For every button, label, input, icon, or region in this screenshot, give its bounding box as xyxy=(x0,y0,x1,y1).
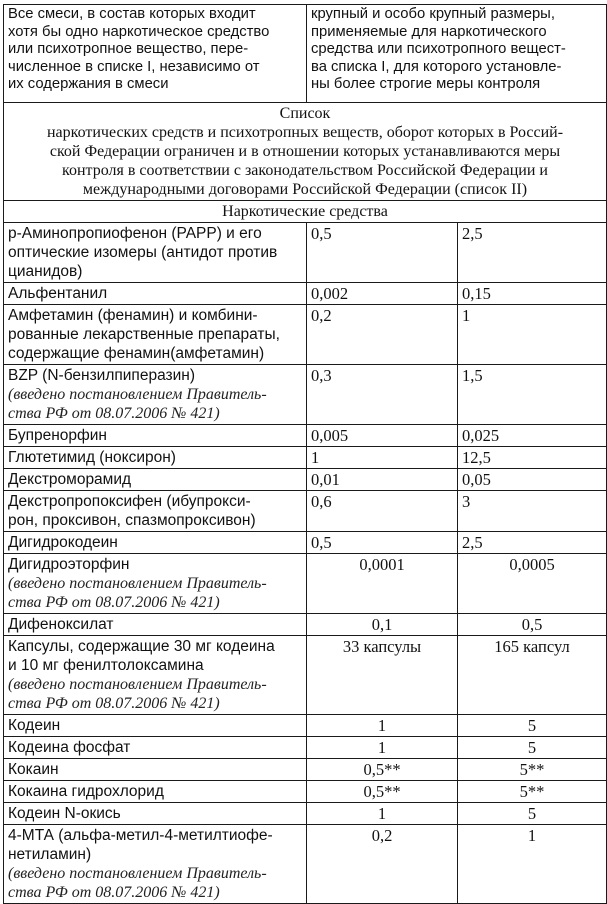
substance-name-cell xyxy=(4,781,307,803)
substance-name-line: Декстропропоксифен (ибупрокси- xyxy=(8,493,251,510)
table-row xyxy=(4,737,607,759)
substance-name-line: BZP (N-бензилпиперазин) xyxy=(8,367,195,384)
narcotics-table xyxy=(3,4,607,904)
large-amount-cell: 1 xyxy=(307,737,458,759)
large-amount-cell: 0,005 xyxy=(307,425,458,447)
list-heading-line: контроля в соответствии с законодательством Российской Федерации и xyxy=(62,162,548,179)
substance-name-line: рованные лекарственные препараты, xyxy=(8,326,280,343)
large-amount-cell: 0,2 xyxy=(307,305,458,365)
section-heading: Наркотические средства xyxy=(4,201,607,223)
list-heading-line: наркотических средств и психотропных веществ, оборот которых в Россий- xyxy=(46,124,564,141)
table-row xyxy=(4,715,607,737)
substance-name-cell xyxy=(4,447,307,469)
top-right-cell xyxy=(307,5,607,103)
section-heading-row xyxy=(4,201,607,223)
amendment-note-line: ства РФ от 08.07.2006 № 421) xyxy=(8,884,220,901)
substance-name-cell xyxy=(4,223,307,283)
amendment-note-line: ства РФ от 08.07.2006 № 421) xyxy=(8,405,220,422)
table-row xyxy=(4,425,607,447)
top-left-line: Все смеси, в состав которых входит xyxy=(8,6,256,22)
substance-name-line: Капсулы, содержащие 30 мг кодеина xyxy=(8,638,275,655)
substance-name-cell xyxy=(4,737,307,759)
substance-name-cell xyxy=(4,636,307,715)
substance-name-line: Кодеин N-окись xyxy=(8,805,121,822)
large-amount-cell: 0,5** xyxy=(307,781,458,803)
table-row xyxy=(4,365,607,425)
substance-name-line: Амфетамин (фенамин) и комбини- xyxy=(8,307,258,324)
extra-large-amount-cell: 165 капсул xyxy=(458,636,607,715)
substance-name-cell xyxy=(4,715,307,737)
table-body xyxy=(4,5,607,904)
substance-name-line: Альфентанил xyxy=(8,285,108,302)
large-amount-cell: 0,5 xyxy=(307,532,458,554)
substance-name-line: Кодеин xyxy=(8,717,61,734)
top-left-line: их содержания в смеси xyxy=(8,76,169,92)
substance-name-line: содержащие фенамин(амфетамин) xyxy=(8,345,265,362)
substance-name-line: 4-МТА (альфа-метил-4-метилтиофе- xyxy=(8,827,273,844)
large-amount-cell: 0,2 xyxy=(307,825,458,904)
top-right-line: ны более строгие меры контроля xyxy=(311,76,541,92)
substance-name-cell xyxy=(4,759,307,781)
large-amount-cell: 0,002 xyxy=(307,283,458,305)
extra-large-amount-cell: 0,15 xyxy=(458,283,607,305)
table-row xyxy=(4,636,607,715)
amendment-note-line: (введено постановлением Правитель- xyxy=(8,676,267,693)
substance-name-line: Кокаина гидрохлорид xyxy=(8,783,164,800)
substance-name-line: Дигидроэторфин xyxy=(8,556,130,573)
substance-name-line: Дигидрокодеин xyxy=(8,534,118,551)
large-amount-cell: 1 xyxy=(307,715,458,737)
substance-name-cell xyxy=(4,532,307,554)
large-amount-cell: 0,5 xyxy=(307,223,458,283)
extra-large-amount-cell: 1 xyxy=(458,825,607,904)
table-row xyxy=(4,825,607,904)
substance-name-line: рон, проксивон, спазмопроксивон) xyxy=(8,512,256,529)
extra-large-amount-cell: 0,5 xyxy=(458,614,607,636)
top-left-line: или психотропное вещество, пере- xyxy=(8,41,249,57)
substance-name-cell xyxy=(4,614,307,636)
substance-name-cell xyxy=(4,365,307,425)
large-amount-cell: 0,3 xyxy=(307,365,458,425)
list-heading-row xyxy=(4,103,607,201)
extra-large-amount-cell: 2,5 xyxy=(458,223,607,283)
table-row xyxy=(4,305,607,365)
amendment-note-line: (введено постановлением Правитель- xyxy=(8,575,267,592)
table-row xyxy=(4,781,607,803)
table-row xyxy=(4,491,607,532)
top-right-line: крупный и особо крупный размеры, xyxy=(311,6,555,22)
large-amount-cell: 0,0001 xyxy=(307,554,458,614)
substance-name-cell xyxy=(4,283,307,305)
list-heading-line: ской Федерации ограничен и в отношении которых устанавливаются меры xyxy=(49,143,561,160)
extra-large-amount-cell: 1 xyxy=(458,305,607,365)
extra-large-amount-cell: 5** xyxy=(458,781,607,803)
amendment-note-line: (введено постановлением Правитель- xyxy=(8,865,267,882)
extra-large-amount-cell: 5 xyxy=(458,715,607,737)
substance-name-cell xyxy=(4,425,307,447)
top-left-line: численное в списке I, независимо от xyxy=(8,58,260,75)
extra-large-amount-cell: 1,5 xyxy=(458,365,607,425)
top-right-line: средства или психотропного вещест- xyxy=(311,41,566,57)
amendment-note-line: (введено постановлением Правитель- xyxy=(8,386,267,403)
large-amount-cell: 0,6 xyxy=(307,491,458,532)
substance-name-line: Глютетимид (ноксирон) xyxy=(8,449,176,466)
large-amount-cell: 0,01 xyxy=(307,469,458,491)
substance-name-line: цианидов) xyxy=(8,263,83,280)
extra-large-amount-cell: 12,5 xyxy=(458,447,607,469)
extra-large-amount-cell: 0,025 xyxy=(458,425,607,447)
top-row xyxy=(4,5,607,103)
top-left-line: хотя бы одно наркотическое средство xyxy=(8,23,270,40)
substance-name-line: оптические изомеры (антидот против xyxy=(8,244,278,261)
table-row xyxy=(4,223,607,283)
extra-large-amount-cell: 5** xyxy=(458,759,607,781)
table-row xyxy=(4,469,607,491)
list-heading xyxy=(4,103,607,201)
substance-name-line: Кодеина фосфат xyxy=(8,739,131,756)
substance-name-line: и 10 мг фенилтолоксамина xyxy=(8,657,204,674)
extra-large-amount-cell: 0,0005 xyxy=(458,554,607,614)
substance-name-line: Кокаин xyxy=(8,761,59,778)
substance-name-cell xyxy=(4,491,307,532)
amendment-note-line: ства РФ от 08.07.2006 № 421) xyxy=(8,594,220,611)
table-row xyxy=(4,554,607,614)
table-row xyxy=(4,803,607,825)
extra-large-amount-cell: 2,5 xyxy=(458,532,607,554)
large-amount-cell: 0,1 xyxy=(307,614,458,636)
substance-name-cell xyxy=(4,554,307,614)
substance-name-line: Бупренорфин xyxy=(8,427,107,444)
top-right-line: применяемые для наркотического xyxy=(311,23,547,40)
table-row xyxy=(4,614,607,636)
amendment-note-line: ства РФ от 08.07.2006 № 421) xyxy=(8,695,220,712)
substance-name-line: Дифеноксилат xyxy=(8,616,114,633)
extra-large-amount-cell: 3 xyxy=(458,491,607,532)
substance-name-line: Декстроморамид xyxy=(8,471,132,488)
table-row xyxy=(4,447,607,469)
substance-name-line: р-Аминопропиофенон (PAPP) и его xyxy=(8,225,262,242)
top-left-cell xyxy=(4,5,307,103)
large-amount-cell: 1 xyxy=(307,447,458,469)
top-right-line: ва списка I, для которого установле- xyxy=(311,58,562,75)
substance-name-line: нетиламин) xyxy=(8,846,92,863)
extra-large-amount-cell: 0,05 xyxy=(458,469,607,491)
substance-name-cell xyxy=(4,305,307,365)
extra-large-amount-cell: 5 xyxy=(458,803,607,825)
list-heading-line: международными договорами Российской Федерации (список II) xyxy=(82,181,528,198)
substance-name-cell xyxy=(4,825,307,904)
extra-large-amount-cell: 5 xyxy=(458,737,607,759)
table-row xyxy=(4,532,607,554)
substance-name-cell xyxy=(4,803,307,825)
large-amount-cell: 33 капсулы xyxy=(307,636,458,715)
large-amount-cell: 1 xyxy=(307,803,458,825)
list-heading-line: Список xyxy=(279,105,331,122)
substance-name-cell xyxy=(4,469,307,491)
table-row xyxy=(4,759,607,781)
table-row xyxy=(4,283,607,305)
large-amount-cell: 0,5** xyxy=(307,759,458,781)
